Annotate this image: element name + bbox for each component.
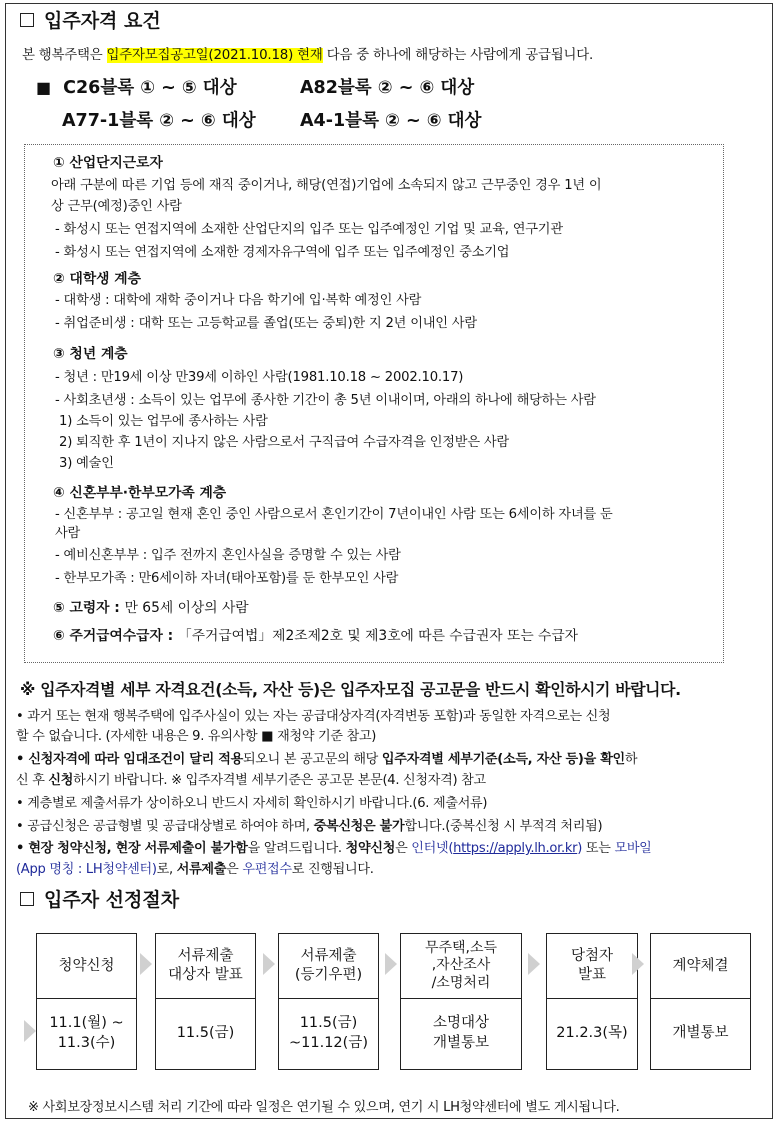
notice-bullet: • 현장 청약신청, 현장 서류제출이 불가함을 알려드립니다. 청약신청은 인터넷(https://apply.lh.or.kr) 또는 모바일: [16, 841, 652, 856]
category-line: 2) 퇴직한 후 1년이 지나지 않은 사람으로서 구직급여 수급자격을 인정받은 사람: [59, 435, 509, 450]
arrow-right-icon: [24, 1020, 36, 1042]
highlighted-date: 입주자모집공고일(2021.10.18) 현재: [106, 48, 323, 63]
category-line: 사람: [55, 526, 81, 541]
section-eligibility-title: 입주자격 요건: [20, 6, 161, 33]
category-line: 1) 소득이 있는 업무에 종사하는 사람: [59, 414, 268, 429]
category-line: - 사회초년생 : 소득이 있는 업무에 종사한 기간이 총 5년 이내이며, 아래의 하나에 해당하는 사람: [55, 393, 596, 408]
step-box: [546, 933, 638, 1070]
step-date: 11.5(금): [176, 1024, 235, 1041]
category-line: - 화성시 또는 연접지역에 소재한 산업단지의 입주 또는 입주예정인 기업 및 교육, 연구기관: [55, 222, 563, 237]
step-title: 서류제출 대상자 발표: [156, 934, 255, 999]
arrow-right-icon: [528, 953, 540, 975]
category-line: 상 근무(예정)중인 사람: [51, 199, 182, 214]
category-line: - 예비신혼부부 : 입주 전까지 혼인사실을 증명할 수 있는 사람: [55, 548, 401, 563]
block-a77-1: A77-1블록 ② ~ ⑥ 대상: [62, 111, 256, 131]
category-title: ① 산업단지근로자: [53, 155, 163, 171]
step-date: 11.5(금) ~11.12(금): [289, 1014, 368, 1051]
step-title: 청약신청: [37, 934, 136, 999]
notice-bullet: • 과거 또는 현재 행복주택에 입주사실이 있는 자는 공급대상자격(자격변동 포함)과 동일한 자격으로는 신청: [16, 709, 611, 724]
category-title: ③ 청년 계층: [53, 346, 128, 362]
step-box: [36, 933, 137, 1070]
category-line: 3) 예술인: [59, 456, 114, 471]
step-box: [650, 933, 751, 1070]
step-title: 당첨자 발표: [547, 934, 637, 999]
category-title: ② 대학생 계층: [53, 271, 141, 287]
arrow-right-icon: [632, 953, 644, 975]
category-title: ⑥ 주거급여수급자 : 「주거급여법」제2조제2호 및 제3호에 따른 수급권자 또는 수급자: [53, 628, 579, 644]
notice-bullet: 할 수 없습니다. (자세한 내용은 9. 유의사항 ■ 재청약 기준 참고): [16, 729, 377, 744]
block-a82: A82블록 ② ~ ⑥ 대상: [300, 78, 475, 98]
notice-bullet: • 공급신청은 공급형별 및 공급대상별로 하여야 하며, 중복신청은 불가합니다.(중복신청 시 부적격 처리됨): [16, 819, 603, 834]
category-line: - 청년 : 만19세 이상 만39세 이하인 사람(1981.10.18 ~ 2002.10.17): [55, 370, 464, 385]
notice-bullet: 신 후 신청하시기 바랍니다. ※ 입주자격별 세부기준은 공고문 본문(4. 신청자격) 참고: [16, 773, 486, 788]
intro-text: 본 행복주택은 입주자모집공고일(2021.10.18) 현재 다음 중 하나에 해당하는 사람에게 공급됩니다.: [22, 48, 594, 63]
step-date: 11.1(월) ~ 11.3(수): [49, 1014, 124, 1051]
notice-bullet: • 신청자격에 따라 임대조건이 달리 적용되오니 본 공고문의 해당 입주자격별 세부기준(소득, 자산 등)을 확인하: [16, 752, 638, 767]
arrow-right-icon: [140, 953, 152, 975]
category-line: - 화성시 또는 연접지역에 소재한 경제자유구역에 입주 또는 입주예정인 중소기업: [55, 245, 510, 260]
step-box: [400, 933, 522, 1070]
arrow-right-icon: [263, 953, 275, 975]
eligibility-categories-box: [24, 144, 724, 663]
step-title: 서류제출 (등기우편): [279, 934, 378, 999]
category-line: 아래 구분에 따른 기업 등에 재직 중이거나, 해당(연접)기업에 소속되지 않고 근무중인 경우 1년 이: [51, 178, 602, 193]
notice-title: ※ 입주자격별 세부 자격요건(소득, 자산 등)은 입주자모집 공고문을 반드시 확인하시기 바랍니다.: [20, 680, 681, 699]
notice-bullet: • 계층별로 제출서류가 상이하오니 반드시 자세히 확인하시기 바랍니다.(6. 제출서류): [16, 796, 488, 811]
category-line: - 한부모가족 : 만6세이하 자녀(태아포함)를 둔 한부모인 사람: [55, 571, 399, 586]
notice-bullet: (App 명칭 : LH청약센터)로, 서류제출은 우편접수로 진행됩니다.: [16, 862, 374, 877]
section-selection-title: 입주자 선정절차: [20, 885, 179, 912]
block-a4-1: A4-1블록 ② ~ ⑥ 대상: [300, 111, 482, 131]
step-box: [278, 933, 379, 1070]
checkbox-square-icon: [20, 13, 34, 27]
apply-url-link[interactable]: https://apply.lh.or.kr: [453, 841, 578, 856]
block-c26: ■ C26블록 ① ~ ⑤ 대상: [36, 78, 237, 98]
step-title: 계약체결: [651, 934, 750, 999]
category-line: - 대학생 : 대학에 재학 중이거나 다음 학기에 입·복학 예정인 사람: [55, 293, 422, 308]
category-line: - 신혼부부 : 공고일 현재 혼인 중인 사람으로서 혼인기간이 7년이내인 사람 또는 6세이하 자녀를 둔: [55, 507, 613, 522]
step-date: 소명대상 개별통보: [432, 1014, 490, 1051]
step-box: [155, 933, 256, 1070]
checkbox-square-icon: [20, 892, 34, 906]
category-line: - 취업준비생 : 대학 또는 고등학교를 졸업(또는 중퇴)한 지 2년 이내인 사람: [55, 316, 477, 331]
step-title: 무주택,소득 ,자산조사 /소명처리: [401, 934, 521, 999]
category-title: ④ 신혼부부·한부모가족 계층: [53, 485, 227, 501]
footnote: ※ 사회보장정보시스템 처리 기간에 따라 일정은 연기될 수 있으며, 연기 시 LH청약센터에 별도 게시됩니다.: [28, 1100, 620, 1115]
arrow-right-icon: [385, 953, 397, 975]
step-date: 개별통보: [672, 1024, 729, 1041]
category-title: ⑤ 고령자 : 만 65세 이상의 사람: [53, 600, 249, 616]
step-date: 21.2.3(목): [556, 1024, 628, 1041]
